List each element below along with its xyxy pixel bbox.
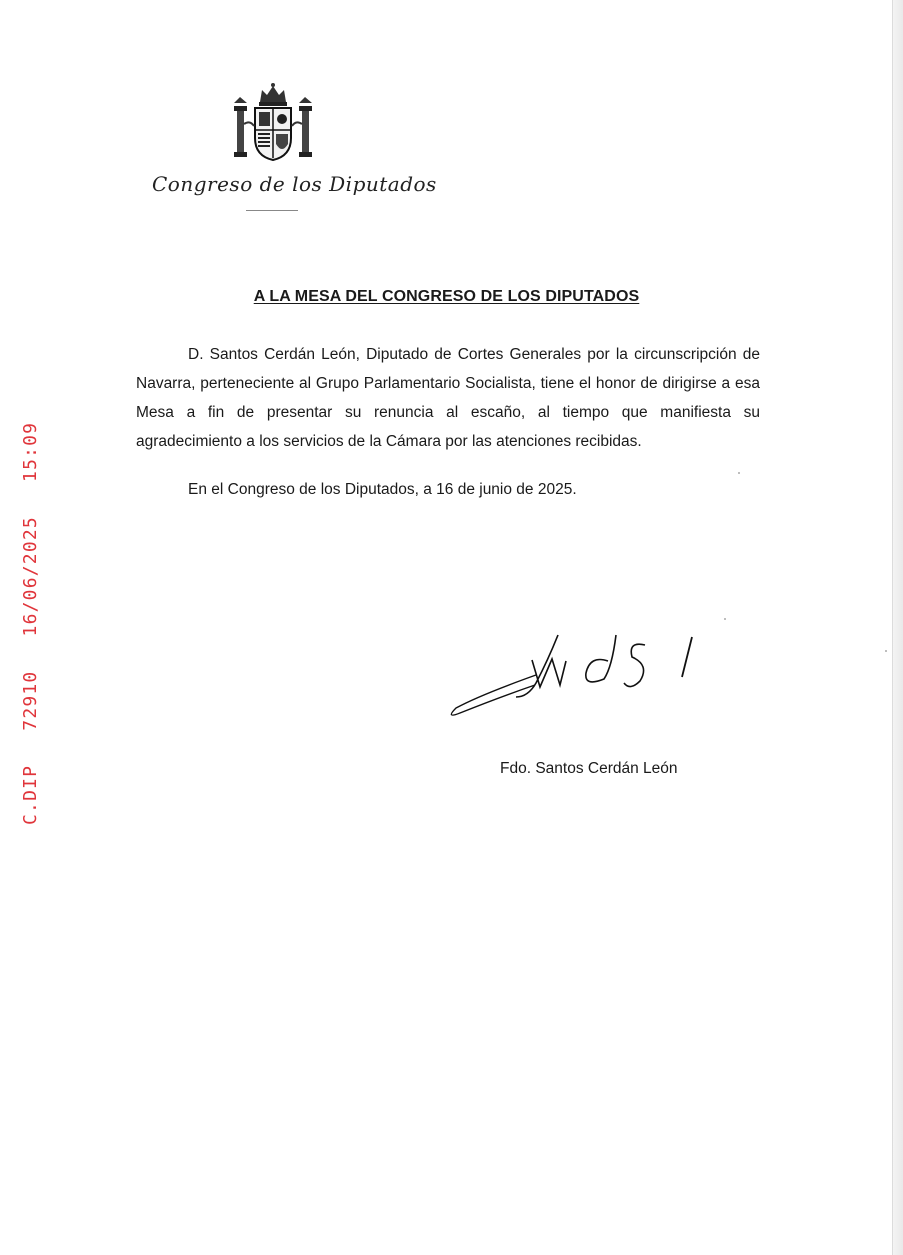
registry-stamp: [20, 421, 41, 825]
scan-speck: [885, 650, 887, 652]
document-heading: A LA MESA DEL CONGRESO DE LOS DIPUTADOS: [253, 288, 640, 305]
date-line: En el Congreso de los Diputados, a 16 de junio de 2025.: [188, 481, 577, 498]
coat-of-arms-icon: [228, 80, 318, 170]
institution-name: Congreso de los Diputados: [152, 172, 437, 196]
divider: [246, 210, 298, 211]
scan-speck: [738, 472, 740, 474]
body-paragraph: D. Santos Cerdán León, Diputado de Cortes Generales por la circunscripción de Navarra, perteneciente al Grupo Parlamentario Socialista, tiene el honor de dirigirse a esa Mesa a fin de presentar su renuncia al escaño, al tiempo que manifiesta su agradecimiento a los servicios de la Cámara por las atenciones recibidas.: [136, 346, 760, 450]
handwritten-signature: [440, 615, 720, 730]
registry-date: 16/06/2025: [20, 516, 41, 637]
registry-code: C.DIP: [20, 764, 41, 825]
registry-time: 15:09: [20, 421, 41, 482]
scan-speck: [724, 618, 726, 620]
registry-number: 72910: [20, 670, 41, 731]
page-edge: [892, 0, 903, 1255]
signer-name: Fdo. Santos Cerdán León: [500, 760, 678, 777]
